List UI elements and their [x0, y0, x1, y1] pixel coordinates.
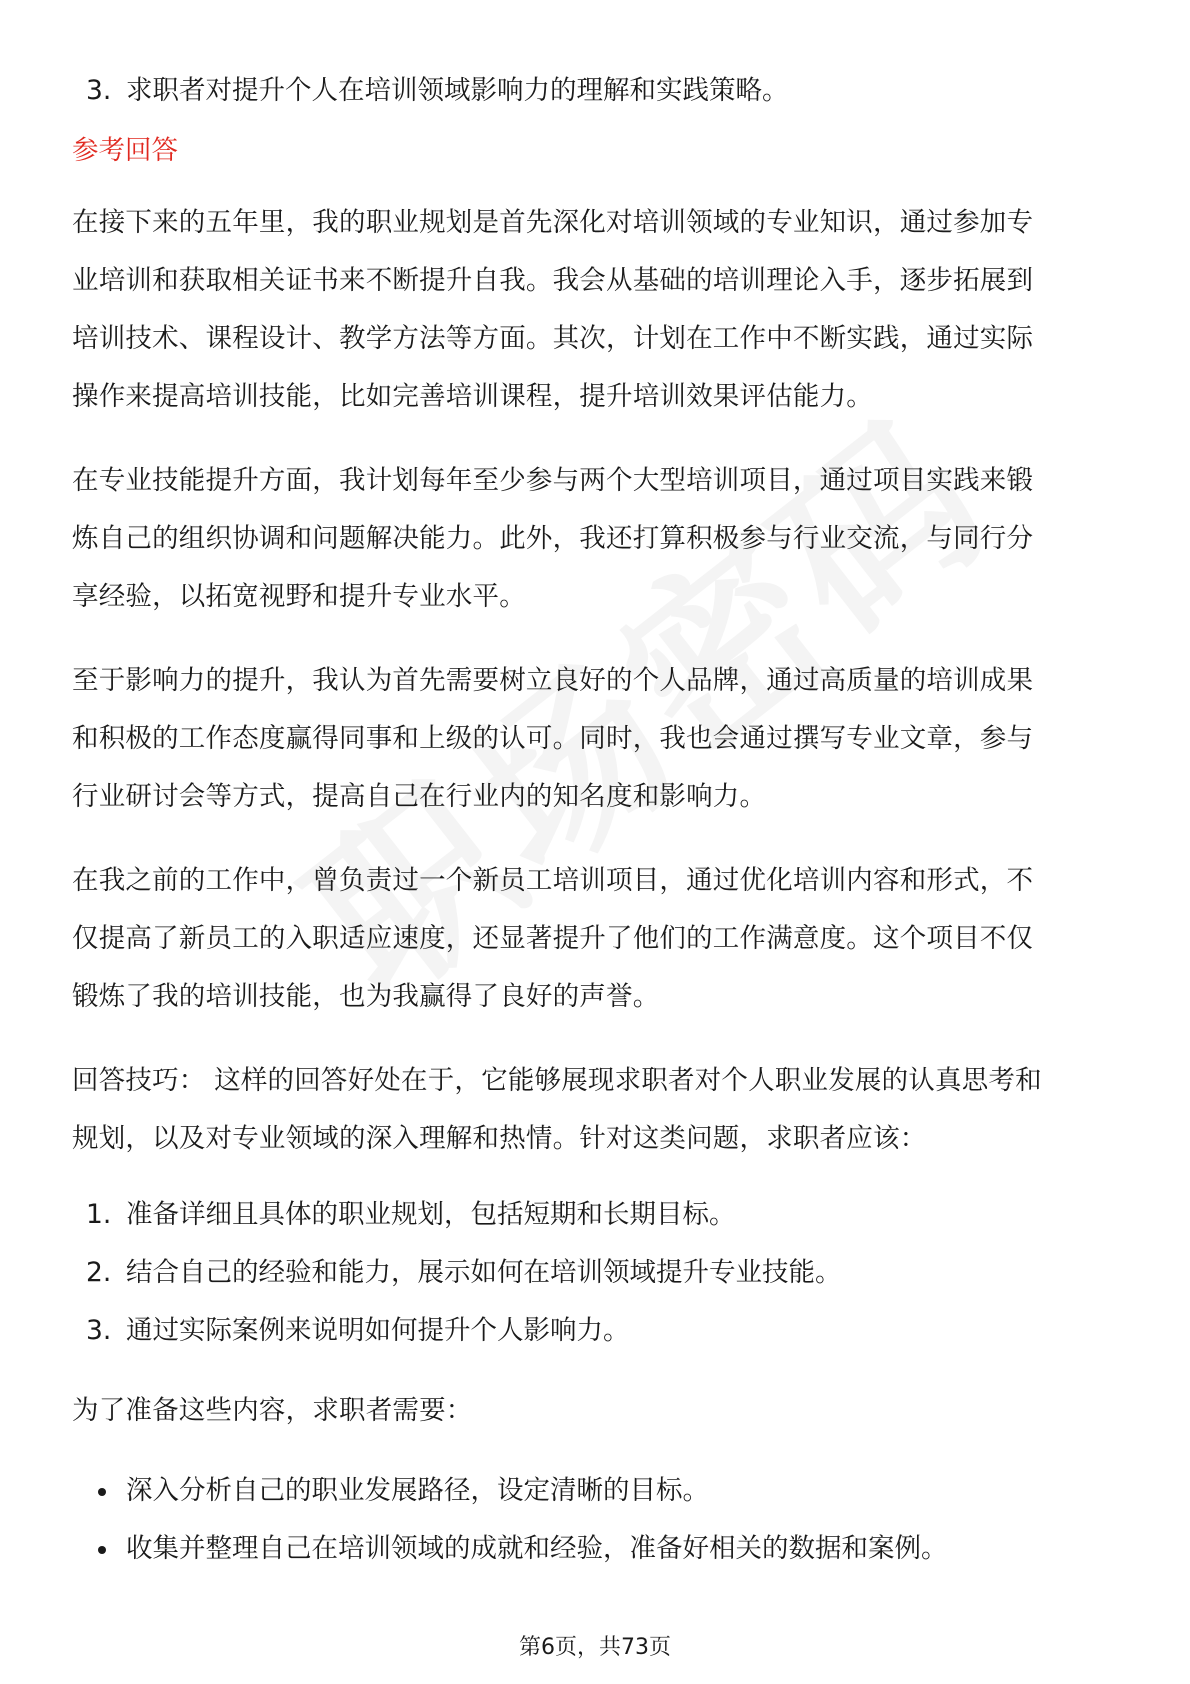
page-content: [72, 62, 1122, 1578]
paragraph-line: 操作来提高培训技能，比如完善培训课程，提升培训效果评估能力。: [72, 381, 873, 412]
section-heading: 参考回答: [72, 135, 178, 166]
list-item-text: 求职者对提升个人在培训领域影响力的理解和实践策略。: [126, 75, 789, 106]
list-item: [72, 1462, 1122, 1520]
paragraph: [72, 1052, 1122, 1168]
list-item-text: 通过实际案例来说明如何提升个人影响力。: [126, 1315, 630, 1346]
paragraph-line: 培训技术、课程设计、教学方法等方面。其次，计划在工作中不断实践，通过实际: [72, 323, 1034, 354]
paragraph: [72, 452, 1122, 626]
paragraph-line: 锻炼了我的培训技能，也为我赢得了良好的声誉。: [72, 981, 660, 1012]
paragraph-line: 在我之前的工作中，曾负责过一个新员工培训项目，通过优化培训内容和形式，不: [72, 865, 1034, 896]
bullet-list: [72, 1462, 1122, 1578]
list-number: 1.: [86, 1199, 112, 1230]
list-item-text: 准备详细且具体的职业规划，包括短期和长期目标。: [126, 1199, 736, 1230]
page-footer: 第6页，共73页: [519, 1635, 671, 1660]
paragraph: [72, 194, 1122, 426]
list-item: [72, 1244, 1122, 1302]
list-item-text: 结合自己的经验和能力，展示如何在培训领域提升专业技能。: [126, 1257, 842, 1288]
paragraph: [72, 852, 1122, 1026]
paragraph-line: 仅提高了新员工的入职适应速度，还显著提升了他们的工作满意度。这个项目不仅: [72, 923, 1034, 954]
list-number: 3.: [86, 1315, 112, 1346]
list-number: 2.: [86, 1257, 112, 1288]
paragraph-line: 享经验，以拓宽视野和提升专业水平。: [72, 581, 526, 612]
bullet-icon: [98, 1546, 106, 1554]
paragraph-line: 业培训和获取相关证书来不断提升自我。我会从基础的培训理论入手，逐步拓展到: [72, 265, 1034, 296]
paragraph-line: 回答技巧： 这样的回答好处在于，它能够展现求职者对个人职业发展的认真思考和: [72, 1065, 1042, 1096]
list-item: [72, 62, 1122, 120]
list-item-text: 深入分析自己的职业发展路径，设定清晰的目标。: [126, 1475, 709, 1506]
paragraph-line: 规划，以及对专业领域的深入理解和热情。针对这类问题，求职者应该：: [72, 1123, 927, 1154]
list-item: [72, 1186, 1122, 1244]
paragraph-line: 行业研讨会等方式，提高自己在行业内的知名度和影响力。: [72, 781, 767, 812]
paragraph: [72, 652, 1122, 826]
paragraph-line: 为了准备这些内容，求职者需要：: [72, 1395, 473, 1426]
paragraph-line: 在接下来的五年里，我的职业规划是首先深化对培训领域的专业知识，通过参加专: [72, 207, 1034, 238]
list-number: 3.: [86, 75, 112, 106]
paragraph-line: 和积极的工作态度赢得同事和上级的认可。同时，我也会通过撰写专业文章，参与: [72, 723, 1034, 754]
paragraph-line: 炼自己的组织协调和问题解决能力。此外，我还打算积极参与行业交流，与同行分: [72, 523, 1034, 554]
list-item-text: 收集并整理自己在培训领域的成就和经验，准备好相关的数据和案例。: [126, 1533, 948, 1564]
paragraph-line: 至于影响力的提升，我认为首先需要树立良好的个人品牌，通过高质量的培训成果: [72, 665, 1034, 696]
paragraph-line: 在专业技能提升方面，我计划每年至少参与两个大型培训项目，通过项目实践来锻: [72, 465, 1034, 496]
numbered-list: [72, 1186, 1122, 1360]
list-item: [72, 1302, 1122, 1360]
bullet-icon: [98, 1488, 106, 1496]
list-item: [72, 1520, 1122, 1578]
